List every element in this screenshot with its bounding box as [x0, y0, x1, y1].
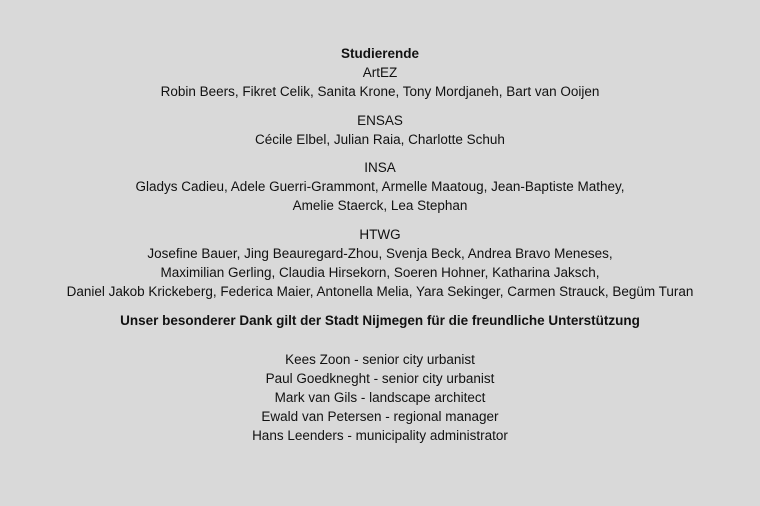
group-artez — [0, 63, 760, 101]
group-htwg — [0, 225, 760, 302]
student-names-line: Josefine Bauer, Jing Beauregard-Zhou, Svenja Beck, Andrea Bravo Meneses, — [147, 245, 613, 261]
student-names-line: Daniel Jakob Krickeberg, Federica Maier, Antonella Melia, Yara Sekinger, Carmen Strauck, Begüm Turan — [66, 284, 694, 300]
group-name: INSA — [364, 160, 396, 176]
student-names-line: Amelie Staerck, Lea Stephan — [292, 198, 468, 214]
student-names-line: Robin Beers, Fikret Celik, Sanita Krone, Tony Mordjaneh, Bart van Ooijen — [160, 84, 600, 100]
section-title-studierende: Studierende — [340, 46, 419, 61]
thanks-heading: Unser besonderer Dank gilt der Stadt Nijmegen für die freundliche Unterstützung — [120, 313, 640, 329]
group-name: ArtEZ — [362, 65, 398, 81]
contact-item: Kees Zoon - senior city urbanist — [285, 351, 475, 367]
contact-item: Ewald van Petersen - regional manager — [261, 409, 499, 425]
student-names-line: Maximilian Gerling, Claudia Hirsekorn, Soeren Hohner, Katharina Jaksch, — [160, 265, 600, 281]
contact-item: Mark van Gils - landscape architect — [274, 390, 486, 406]
group-name: ENSAS — [357, 112, 403, 128]
contacts-list — [0, 350, 760, 446]
student-names-line: Gladys Cadieu, Adele Guerri-Grammont, Armelle Maatoug, Jean-Baptiste Mathey, — [135, 179, 625, 195]
contact-item: Hans Leenders - municipality administrator — [252, 428, 508, 444]
group-insa — [0, 158, 760, 216]
group-ensas — [0, 111, 760, 149]
group-name: HTWG — [359, 226, 401, 242]
contact-item: Paul Goedkneght - senior city urbanist — [265, 370, 495, 386]
student-names-line: Cécile Elbel, Julian Raia, Charlotte Schuh — [255, 131, 505, 147]
